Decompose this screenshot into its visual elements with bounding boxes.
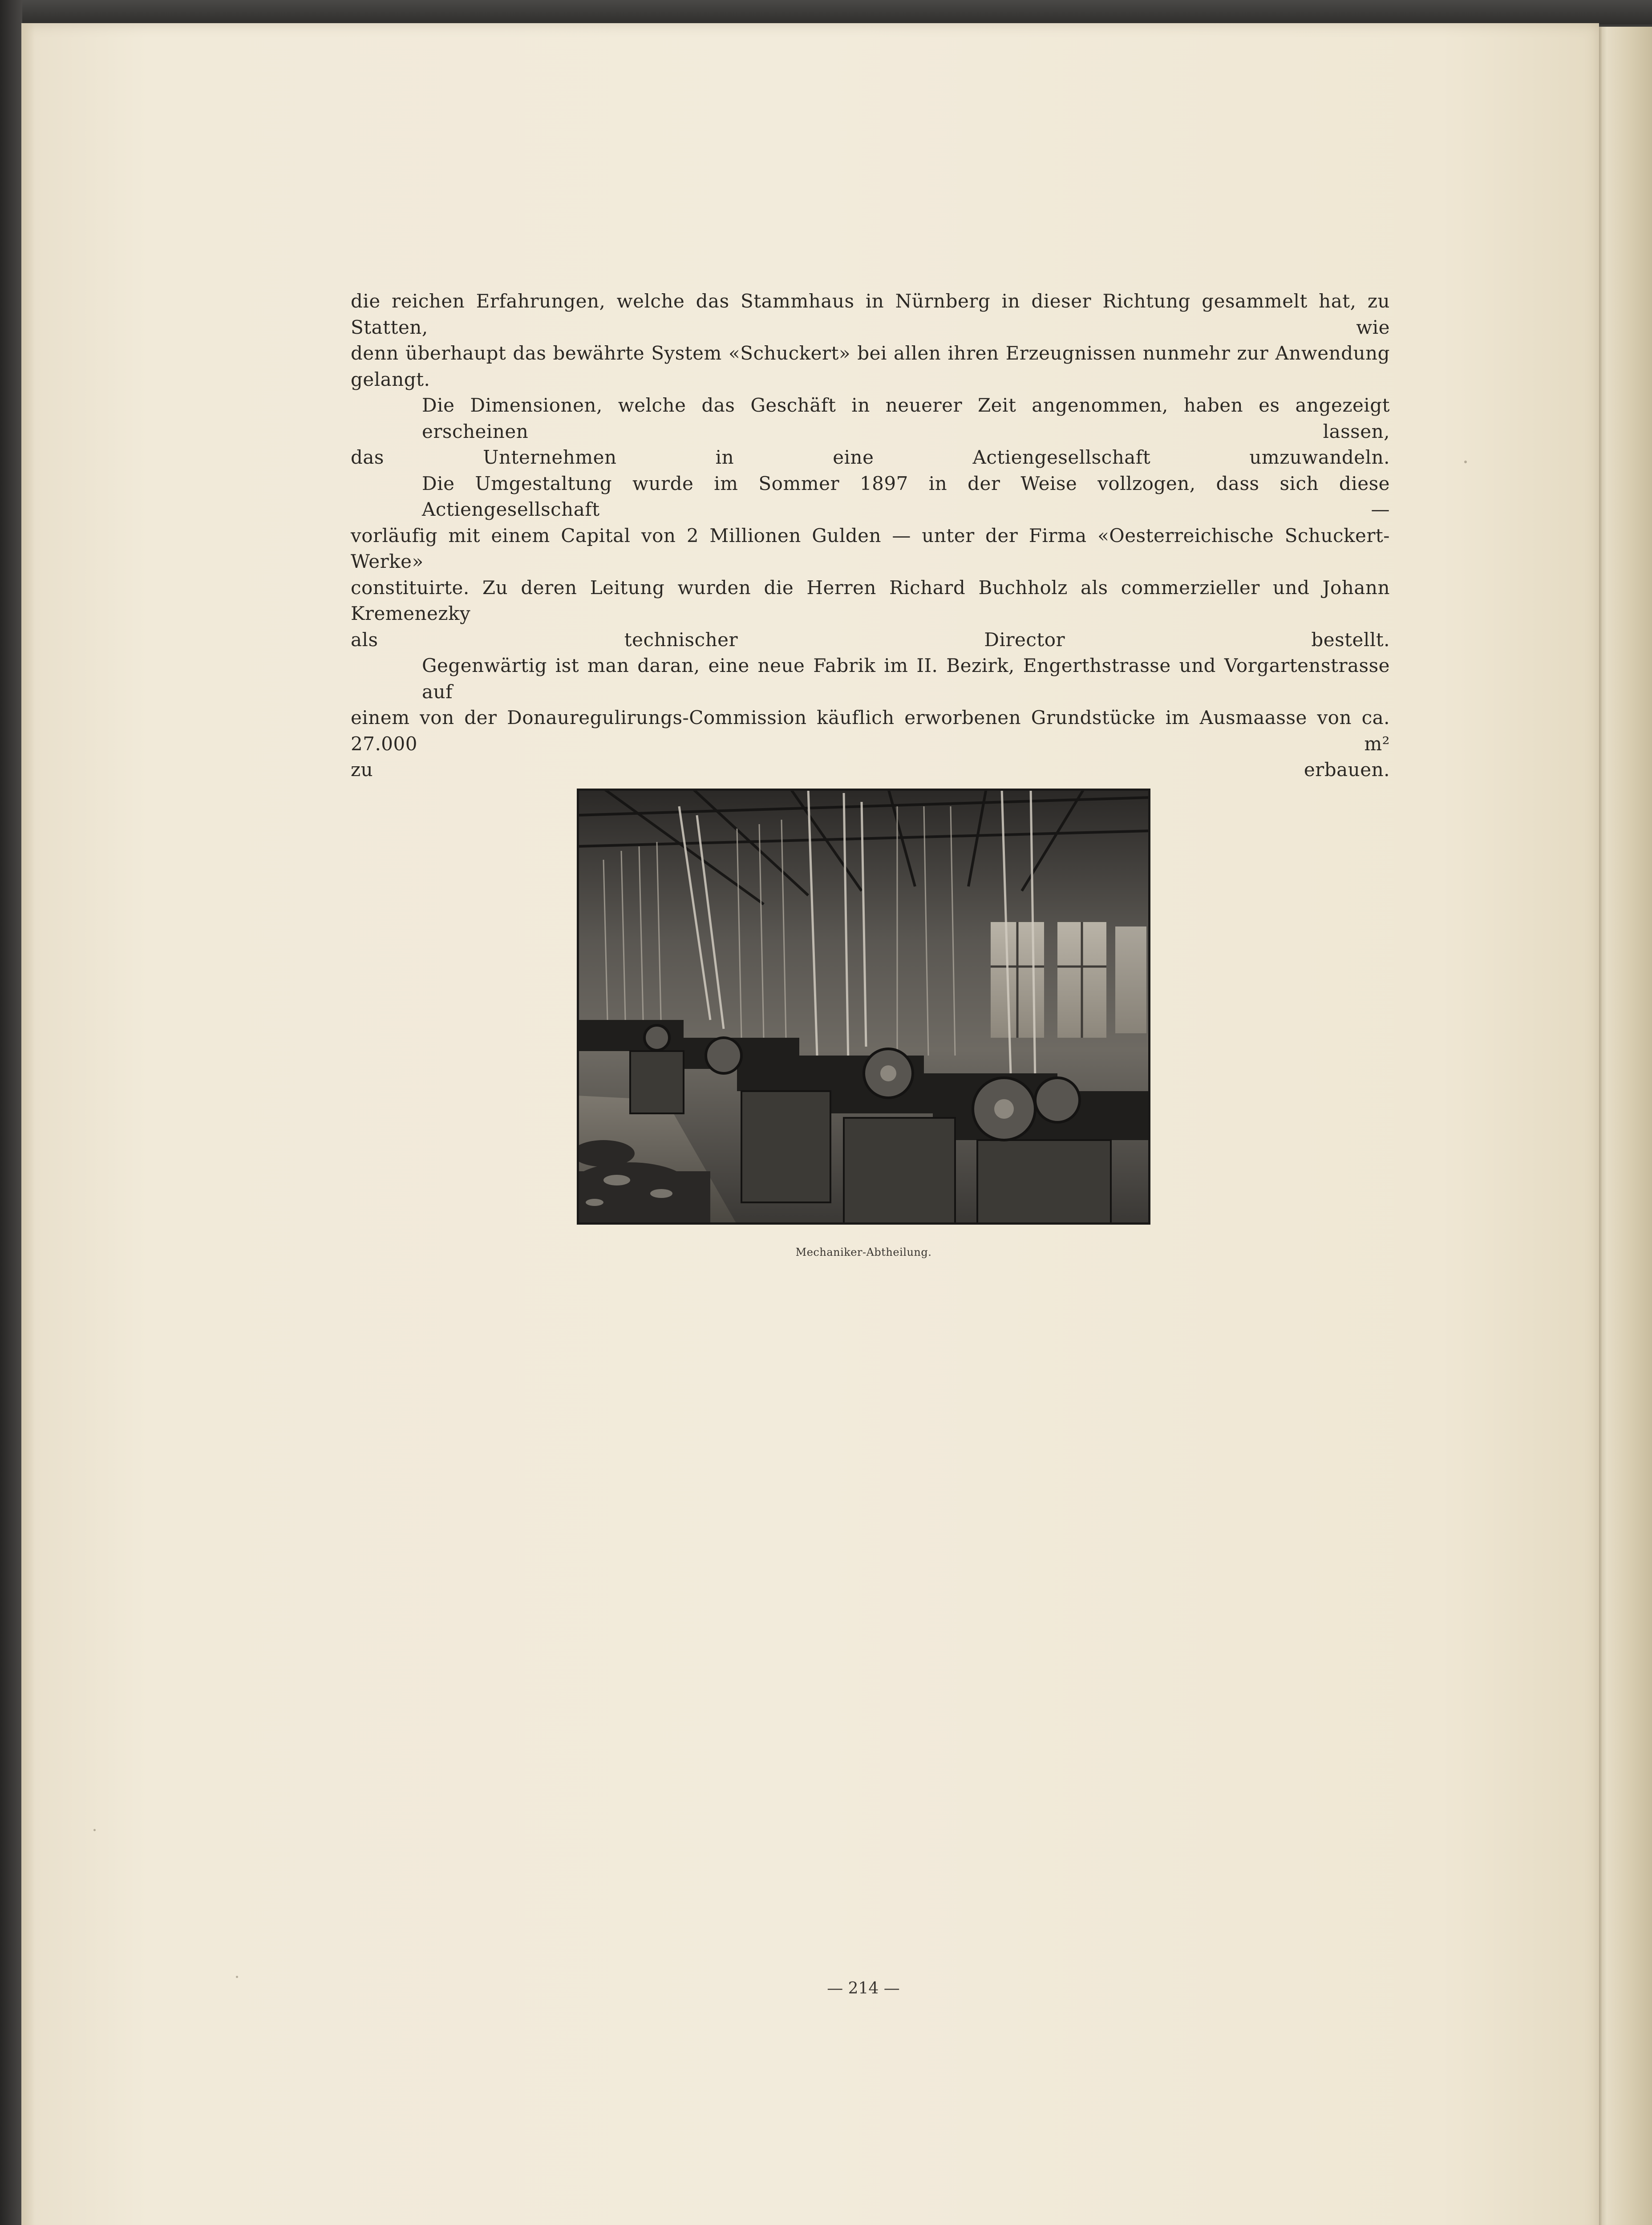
text-line: constituirte. Zu deren Leitung wurden die Herren Richard Buchholz als commerzieller und Johann Kremenezky [351, 576, 1390, 624]
paper-speck [236, 1976, 238, 1978]
text-line: zu erbauen. [351, 759, 1390, 781]
workshop-photograph [577, 789, 1150, 1225]
scan-border-top [0, 0, 1652, 24]
next-page-edge [1595, 27, 1652, 2225]
text-line: als technischer Director bestellt. [351, 628, 1390, 651]
text-line: Die Dimensionen, welche das Geschäft in neuerer Zeit angenommen, haben es angezeigt erscheinen lassen, [422, 394, 1390, 442]
paper-speck [1464, 461, 1467, 463]
body-text [351, 288, 1390, 783]
text-line: Die Umgestaltung wurde im Sommer 1897 in der Weise vollzogen, dass sich diese Actiengesellschaft — [422, 472, 1390, 520]
page-number: — 214 — [827, 1979, 900, 1998]
scan-border-left [0, 0, 22, 2225]
text-line: denn überhaupt das bewährte System «Schuckert» bei allen ihren Erzeugnissen nunmehr zur Anwendung gelangt. [351, 342, 1390, 390]
paragraph [351, 392, 1390, 471]
text-line: die reichen Erfahrungen, welche das Stammhaus in Nürnberg in dieser Richtung gesammelt hat, zu Statten, wie [351, 290, 1390, 338]
paper-speck [93, 1829, 96, 1831]
page-edge-shadow [21, 23, 35, 2225]
paragraph [351, 653, 1390, 783]
photo-illustration [577, 789, 1150, 1225]
text-line: einem von der Donauregulirungs-Commission käuflich erworbenen Grundstücke im Ausmaasse von ca. 27.000 m² [351, 707, 1390, 755]
paragraph [351, 471, 1390, 653]
text-line: Gegenwärtig ist man daran, eine neue Fabrik im II. Bezirk, Engerthstrasse und Vorgartenstrasse auf [422, 655, 1390, 703]
text-line: das Unternehmen in eine Actiengesellschaft umzuwandeln. [351, 446, 1390, 468]
text-line: vorläufig mit einem Capital von 2 Millionen Gulden — unter der Firma «Oesterreichische Schuckert-Werke» [351, 524, 1390, 572]
figure-caption: Mechaniker-Abtheilung. [795, 1246, 932, 1258]
paragraph [351, 288, 1390, 392]
